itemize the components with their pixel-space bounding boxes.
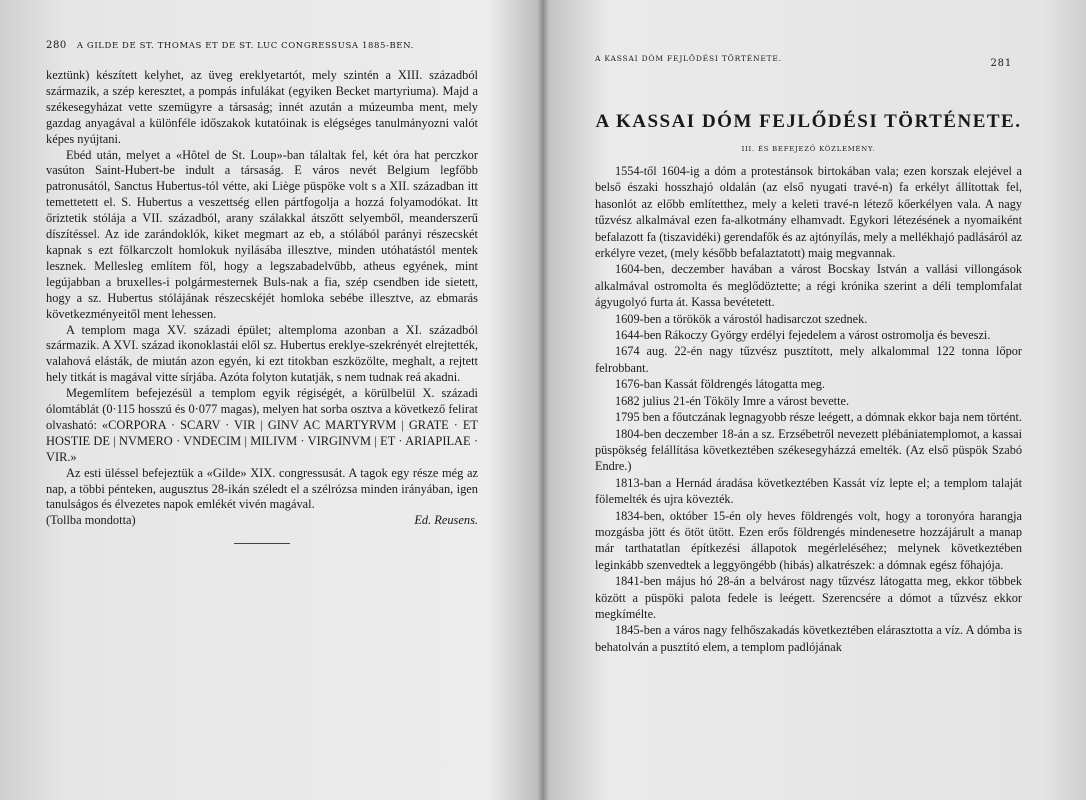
running-head-right — [595, 54, 1022, 69]
page-number-right: 281 — [990, 58, 1012, 69]
paragraph: 1604-ben, deczember havában a várost Bocskay István a vallási villongások alkalmával ostromolta és meglődöztette; a régi krónika szerint a déli templomfalat ágyugolyó furta át. Kassa bevétetett. — [595, 262, 1022, 310]
end-rule — [234, 543, 290, 544]
paragraph: 1682 julius 21-én Tököly Imre a várost bevette. — [615, 393, 850, 408]
paragraph: 1676-ban Kassát földrengés látogatta meg. — [615, 377, 826, 392]
dictation-note: (Tollba mondotta) — [46, 513, 136, 528]
article-subtitle: III. ÉS BEFEJEZŐ KÖZLEMÉNY. — [741, 145, 876, 153]
paragraph: Ebéd után, melyet a «Hôtel de St. Loup»-ban tálaltak fel, két óra hat perczkor vasúton Saint-Hubert-be indult a társaság. E város nevét Belgium legfőbb patronusától, Sanctus Hubertus-tól vétte, aki Liège püspöke volt s a XII. században itt temettetett el. S. Hubertus a veszettség ellen pártfogolja a hozzá folyamodókat. Itt őriztetik stólája a VII. századból, arany szálakkal átszőtt selyemből, meanderszerű díszítéssel. Az ide zarándoklók, kiket megmart az eb, a stólából parányi részecskét kapnak s ezt fölkarczolt homlokuk nyilásába illesztve, minden utóhatástól mentek lesznek. Mellesleg említem föl, hogy a legszabadelvűbb, atheus egyének, mint legújabban a bruxelles-i polgármesternek Buls-nak a fia, szép csendben ide sietett, hogy a sz. Hubertus stólájának részecskéjét homloka sebébe illesztve, az ebmarás következményeitől ment lehessen. — [46, 147, 478, 321]
paragraph: 1795 ben a főutczának legnagyobb része leégett, a dómnak ekkor baja nem történt. — [615, 410, 1023, 425]
paragraph: 1813-ban a Hernád áradása következtében Kassát víz lepte el; a templom talaját fölemelték és ujra kövezték. — [595, 475, 1022, 507]
running-head-text-right: A KASSAI DÓM FEJLŐDÉSI TÖRTÉNETE. — [595, 54, 782, 63]
paragraph: keztünk) készített kelyhet, az üveg ereklyetartót, mely szintén a XIII. századból származik, a szép keresztet, a pompás infulákat (egyiken Becket martyriuma). Majd a székesegyházat vette szemügyre a társaság; innét azután a múzeumba ment, mely gazdag anyagával a különféle időszakok kutatóinak is elégséges tanulmányozni valót képes nyújtani. — [46, 68, 478, 146]
author-signature: Ed. Reusens. — [414, 513, 478, 528]
paragraph: 1804-ben deczember 18-án a sz. Erzsébetről nevezett plébániatemplomot, a kassai püspökség felállítása következtében székesegyházzá emelték. (Az első püspök Szabó Endre.) — [595, 426, 1022, 474]
page-number-left: 280 — [46, 40, 67, 51]
running-head-text-left: A GILDE DE ST. THOMAS ET DE ST. LUC CONGRESSUSA 1885-BEN. — [76, 41, 414, 51]
paragraph: 1644-ben Rákoczy György erdélyi fejedelem a várost ostromolja és beveszi. — [615, 328, 991, 343]
running-head-left — [46, 40, 478, 51]
left-body-text — [46, 68, 478, 544]
right-body-text — [595, 163, 1022, 655]
paragraph: Az esti üléssel befejeztük a «Gilde» XIX. congressusát. A tagok egy része még az nap, a többi pénteken, augusztus 28-ikán széledt el a szélrózsa minden irányában, igen tanulságos és élvezetes napok emlékét vivén magával. — [46, 465, 478, 512]
paragraph: 1834-ben, október 15-én oly heves földrengés volt, hogy a toronyóra harangja mozgásba jött és ötöt ütött. Ezen erős földrengés mindenesetre hozzájárult a manap már tarthatatlan építkezési állapotok megérleléséhez; melynek következtében leginkább szenvedtek a leggyöngébb (hibás) alkatrészek: a dómnak egész főhajója. — [595, 508, 1022, 572]
article-title: A KASSAI DÓM FEJLŐDÉSI TÖRTÉNETE. — [595, 111, 1022, 132]
paragraph: A templom maga XV. századi épület; altemploma azonban a XI. századból származik. A XVI. század ikonoklastái elől sz. Hubertus ereklye-szekrényét elrejtették, valahová elásták, de miután azon egyén, ki ezt titokban eszközölte, meghalt, a rejtett hely titkát is magával vitte sírjába. Azóta folyton kutatják, s nem tudnak reá akadni. — [46, 322, 478, 385]
paragraph: 1841-ben május hó 28-án a belvárost nagy tűzvész látogatta meg, ekkor többek között a püspöki palota fedele is leégett. Szerencsére a dómot a tűzvész ekkor megkímélte. — [595, 574, 1022, 621]
paragraph: 1845-ben a város nagy felhőszakadás következtében elárasztotta a víz. A dómba is behatolván a pusztító elem, a templom padlójának — [595, 623, 1022, 654]
right-page — [545, 0, 1086, 800]
paragraph: 1609-ben a törökök a várostól hadisarczot szednek. — [615, 311, 868, 326]
left-page — [0, 0, 540, 800]
paragraph: Megemlítem befejezésül a templom egyik régiségét, a körülbelül X. századi ólomtáblát (0·115 hosszú és 0·077 magas), melyen hat sorba osztva a következő felirat olvasható: «CORPORA · SCARV · VIR | GINV AC MARTYRVM | GRATE · ET HOSTIE DE | NVMERO · VNDECIM | MILIVM · VIRGINVM | ET · ARIAPILAE · VIR.» — [46, 386, 478, 464]
paragraph: 1554-től 1604-ig a dóm a protestánsok birtokában vala; ezen korszak elejével a belső északi hosszhajó oldalán (az első nyugati travé-n) fa erkélyt állítottak fel, hasonlót az előbb említetthez, mely a keleti travé-n létező kőerkélyen vala. A nagy tűzvész alkalmával ezen fa-alkotmány elhamvadt. Egykori létezésének a nyomaiként befalazott fa (tiszavidéki) gerendafők és az ajtónyílás, mely a mellékhajó padlásáról az erkélyre vezet, (mely később befalaztatott) maig megvannak. — [595, 164, 1022, 261]
paragraph: 1674 aug. 22-én nagy tűzvész pusztított, mely alkalommal 122 tonna lőpor felrobbant. — [595, 344, 1022, 375]
